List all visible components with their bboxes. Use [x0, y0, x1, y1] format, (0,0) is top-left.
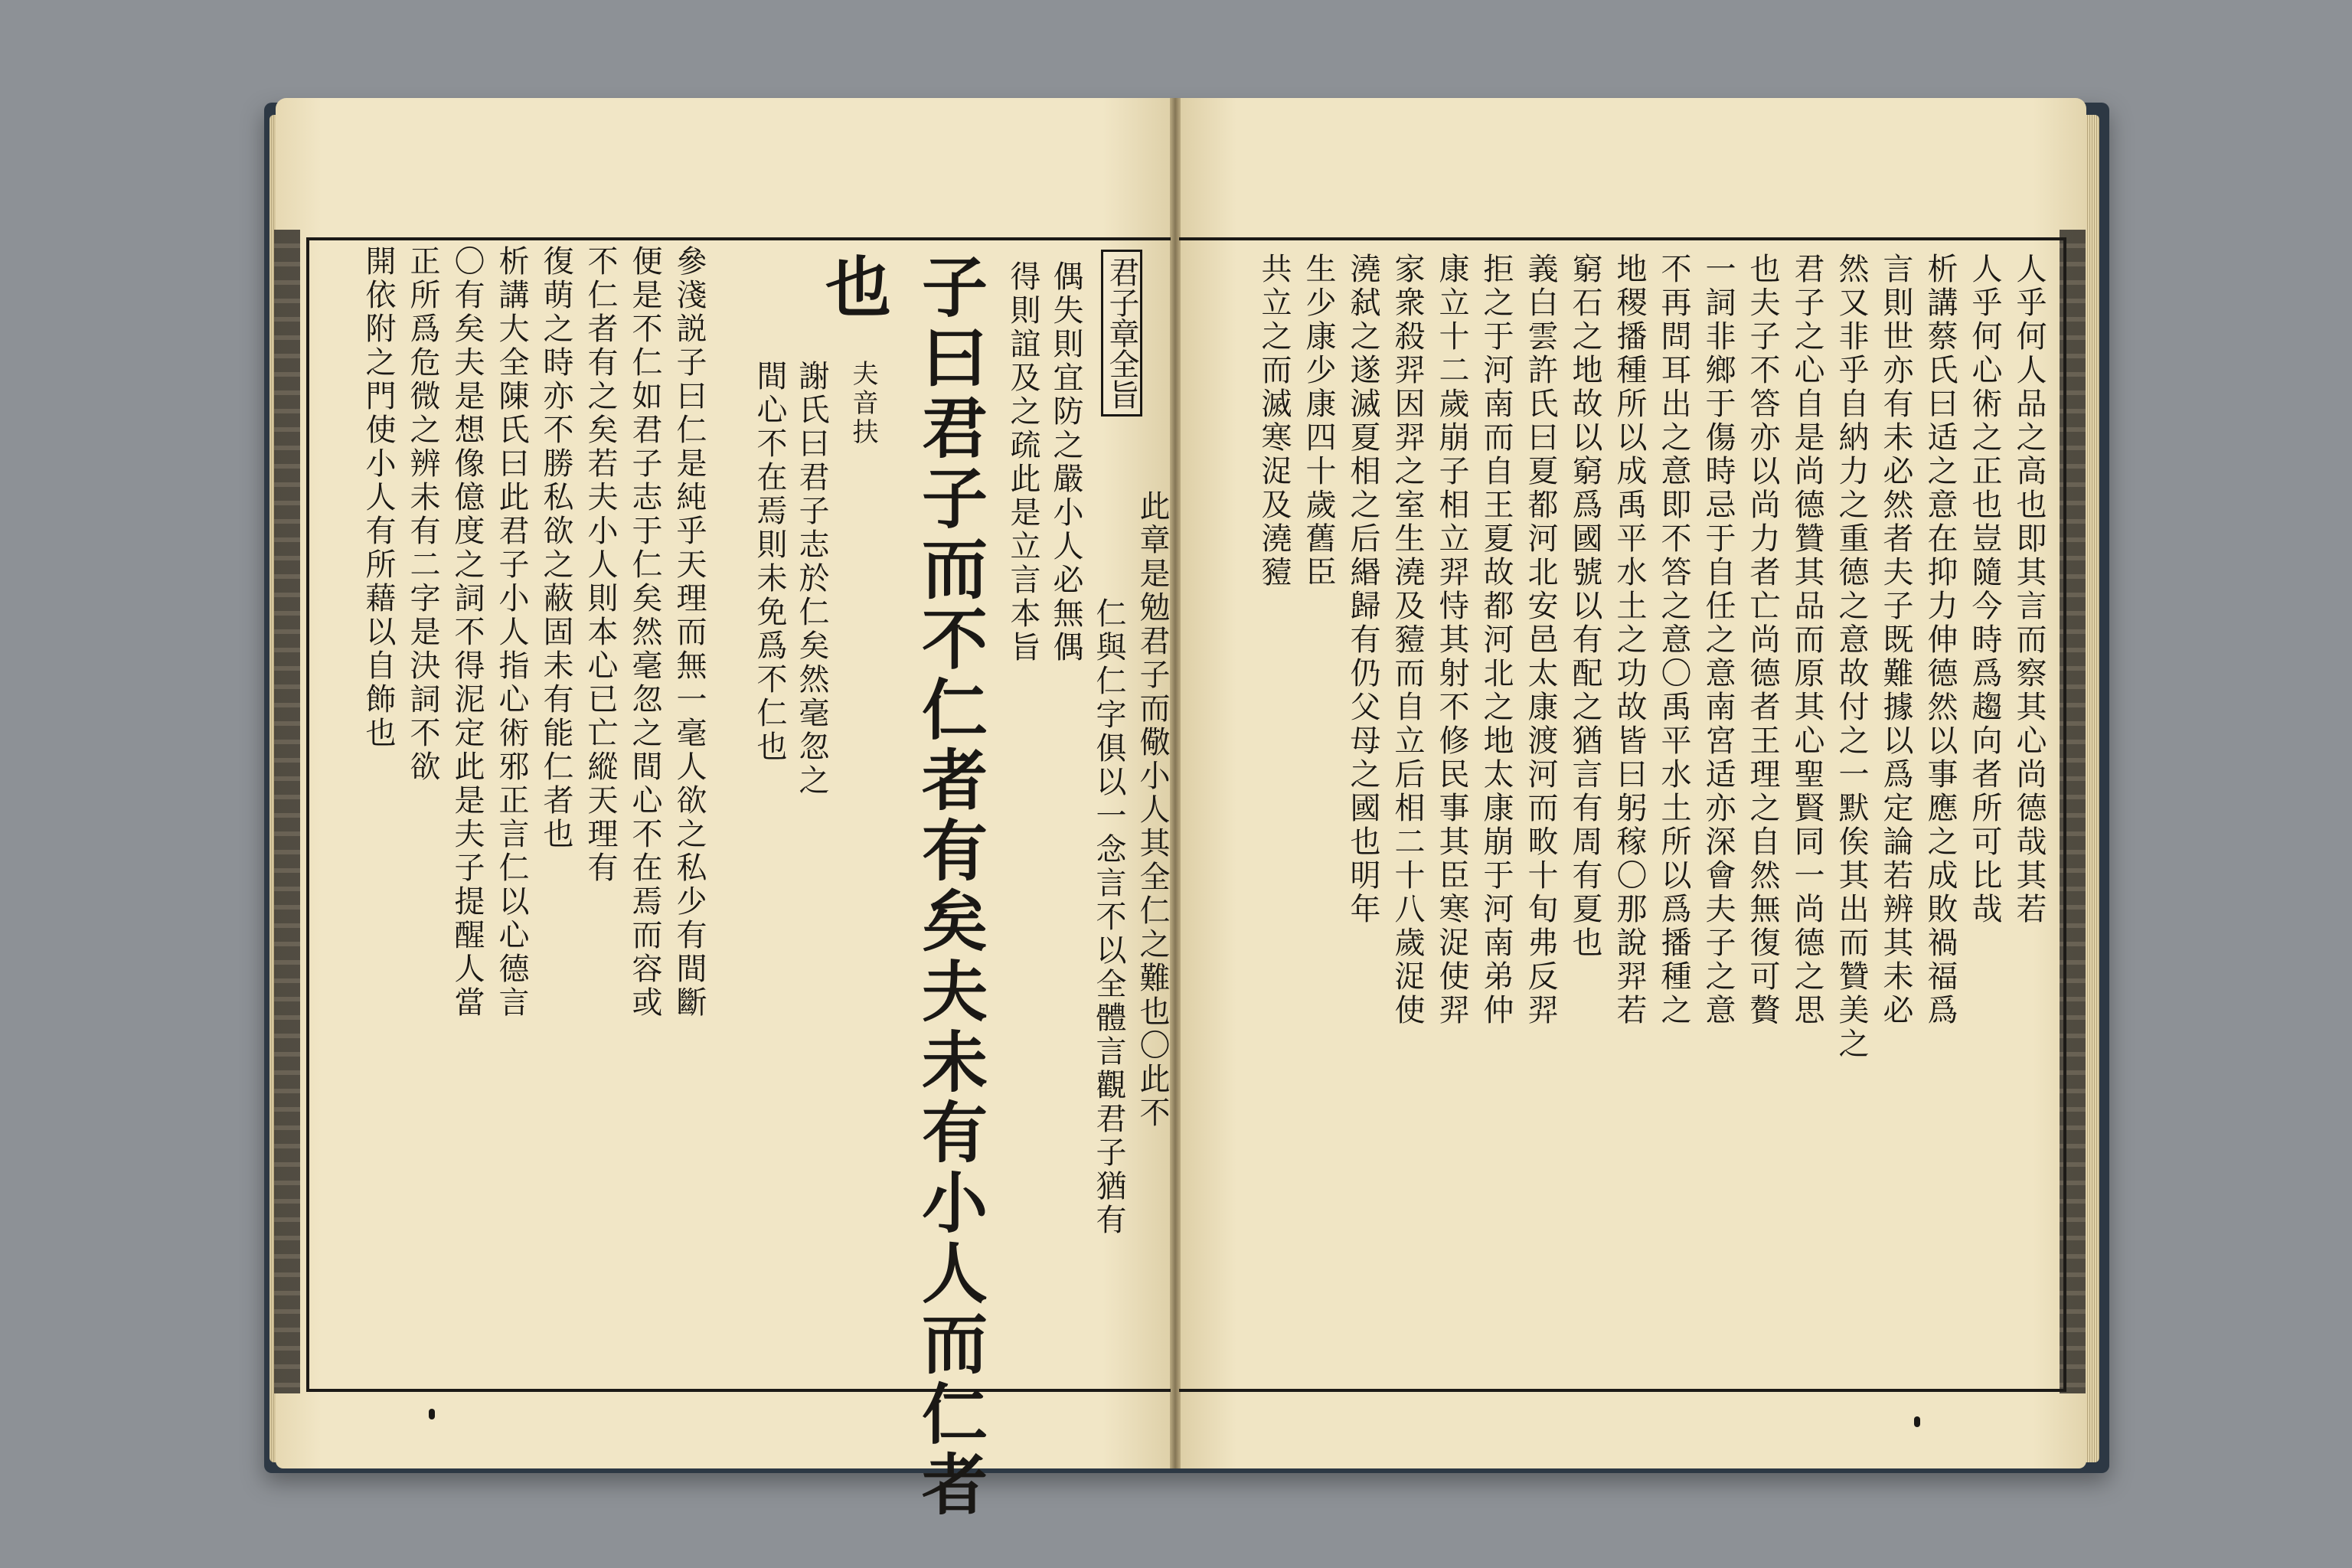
right-col-13: 拒之于河南而自王夏故都河北之地太康崩于河南弟仲	[1478, 253, 1514, 1027]
right-col-14: 康立十二歲崩子相立羿恃其射不修民事其臣寒浞使羿	[1434, 253, 1469, 1027]
right-col-7: 也夫子不答亦以尚力者亡尚德者王理之自然無復可贅	[1745, 253, 1780, 1027]
left-col-5: 謝氏曰君子志於仁矣然毫忽之	[794, 360, 829, 798]
left-col-8: 便是不仁如君子志于仁矣然毫忽之間心不在焉而容或	[627, 245, 662, 1020]
annotation-fuon: 夫音扶	[848, 360, 878, 447]
left-col-1: 此章是勉君子而儆小人其全仁之難也〇此不	[1135, 490, 1170, 1130]
left-col-9: 不仁者有之矣若夫小人則本心已亡縱天理有	[583, 245, 618, 885]
right-col-17: 生少康少康四十歲舊臣	[1301, 253, 1336, 590]
ink-mark-right	[1914, 1416, 1920, 1427]
right-col-16: 澆弑之遂滅夏相之后緡歸有仍父母之國也明年	[1345, 253, 1380, 926]
right-col-9: 不再問耳出之意即不答之意〇禹平水土所以爲播種之	[1656, 253, 1691, 1027]
left-col-6: 間心不在焉則未免爲不仁也	[752, 360, 787, 764]
left-col-2: 仁與仁字俱以一念言不以全體言觀君子猶有	[1091, 597, 1126, 1237]
left-col-14: 開依附之門使小人有所藉以自飾也	[361, 245, 396, 750]
main-text-col-1: 子曰君子而不仁者有矣夫未有小人而仁者	[910, 253, 988, 1521]
left-col-3: 偶失則宜防之嚴小人必無偶	[1048, 260, 1083, 665]
right-col-5: 然又非乎自納力之重德之意故付之一默俟其出而贊美之	[1834, 253, 1869, 1061]
left-col-7: 參淺説子曰仁是純乎天理而無一毫人欲之私少有間斷	[671, 245, 707, 1020]
right-col-15: 家衆殺羿因羿之室生澆及豷而自立后相二十八歲浞使	[1390, 253, 1425, 1027]
left-page-hashira	[274, 230, 300, 1393]
heading-box: 君子章全旨	[1101, 250, 1142, 416]
right-col-3: 析講蔡氏曰适之意在抑力伸德然以事應之成敗禍福爲	[1922, 253, 1958, 1027]
right-col-8: 一詞非鄉于傷時忌于自任之意南宮适亦深會夫子之意	[1700, 253, 1736, 1027]
left-col-12: 〇有矣夫是想像億度之詞不得泥定此是夫子提醒人當	[449, 245, 485, 1020]
left-col-11: 析講大全陳氏曰此君子小人指心術邪正言仁以心德言	[494, 245, 529, 1020]
left-col-10: 復萌之時亦不勝私欲之蔽固未有能仁者也	[538, 245, 573, 851]
right-col-2: 人乎何心術之正也豈隨今時爲趨向者所可比哉	[1967, 253, 2002, 926]
right-col-10: 地稷播種所以成禹平水土之功故皆曰躬稼〇那說羿若	[1612, 253, 1647, 1027]
right-col-12: 義白雲許氏曰夏都河北安邑太康渡河而畋十旬弗反羿	[1523, 253, 1558, 1027]
ink-mark-left	[429, 1409, 435, 1419]
left-col-4: 得則誼及之疏此是立言本旨	[1005, 260, 1040, 665]
right-col-6: 君子之心自是尚德贊其品而原其心聖賢同一尚德之思	[1789, 253, 1824, 1027]
right-col-18: 共立之而滅寒浞及澆豷	[1256, 253, 1292, 590]
right-col-11: 窮石之地故以窮爲國號以有配之猶言有周有夏也	[1567, 253, 1602, 960]
right-col-1: 人乎何人品之高也即其言而察其心尚德哉其若	[2011, 253, 2047, 926]
main-text-col-2: 也	[814, 253, 891, 323]
right-col-4: 言則世亦有未必然者夫子既難據以爲定論若辨其未必	[1878, 253, 1913, 1027]
left-col-13: 正所爲危微之辨未有二字是決詞不欲	[405, 245, 440, 784]
